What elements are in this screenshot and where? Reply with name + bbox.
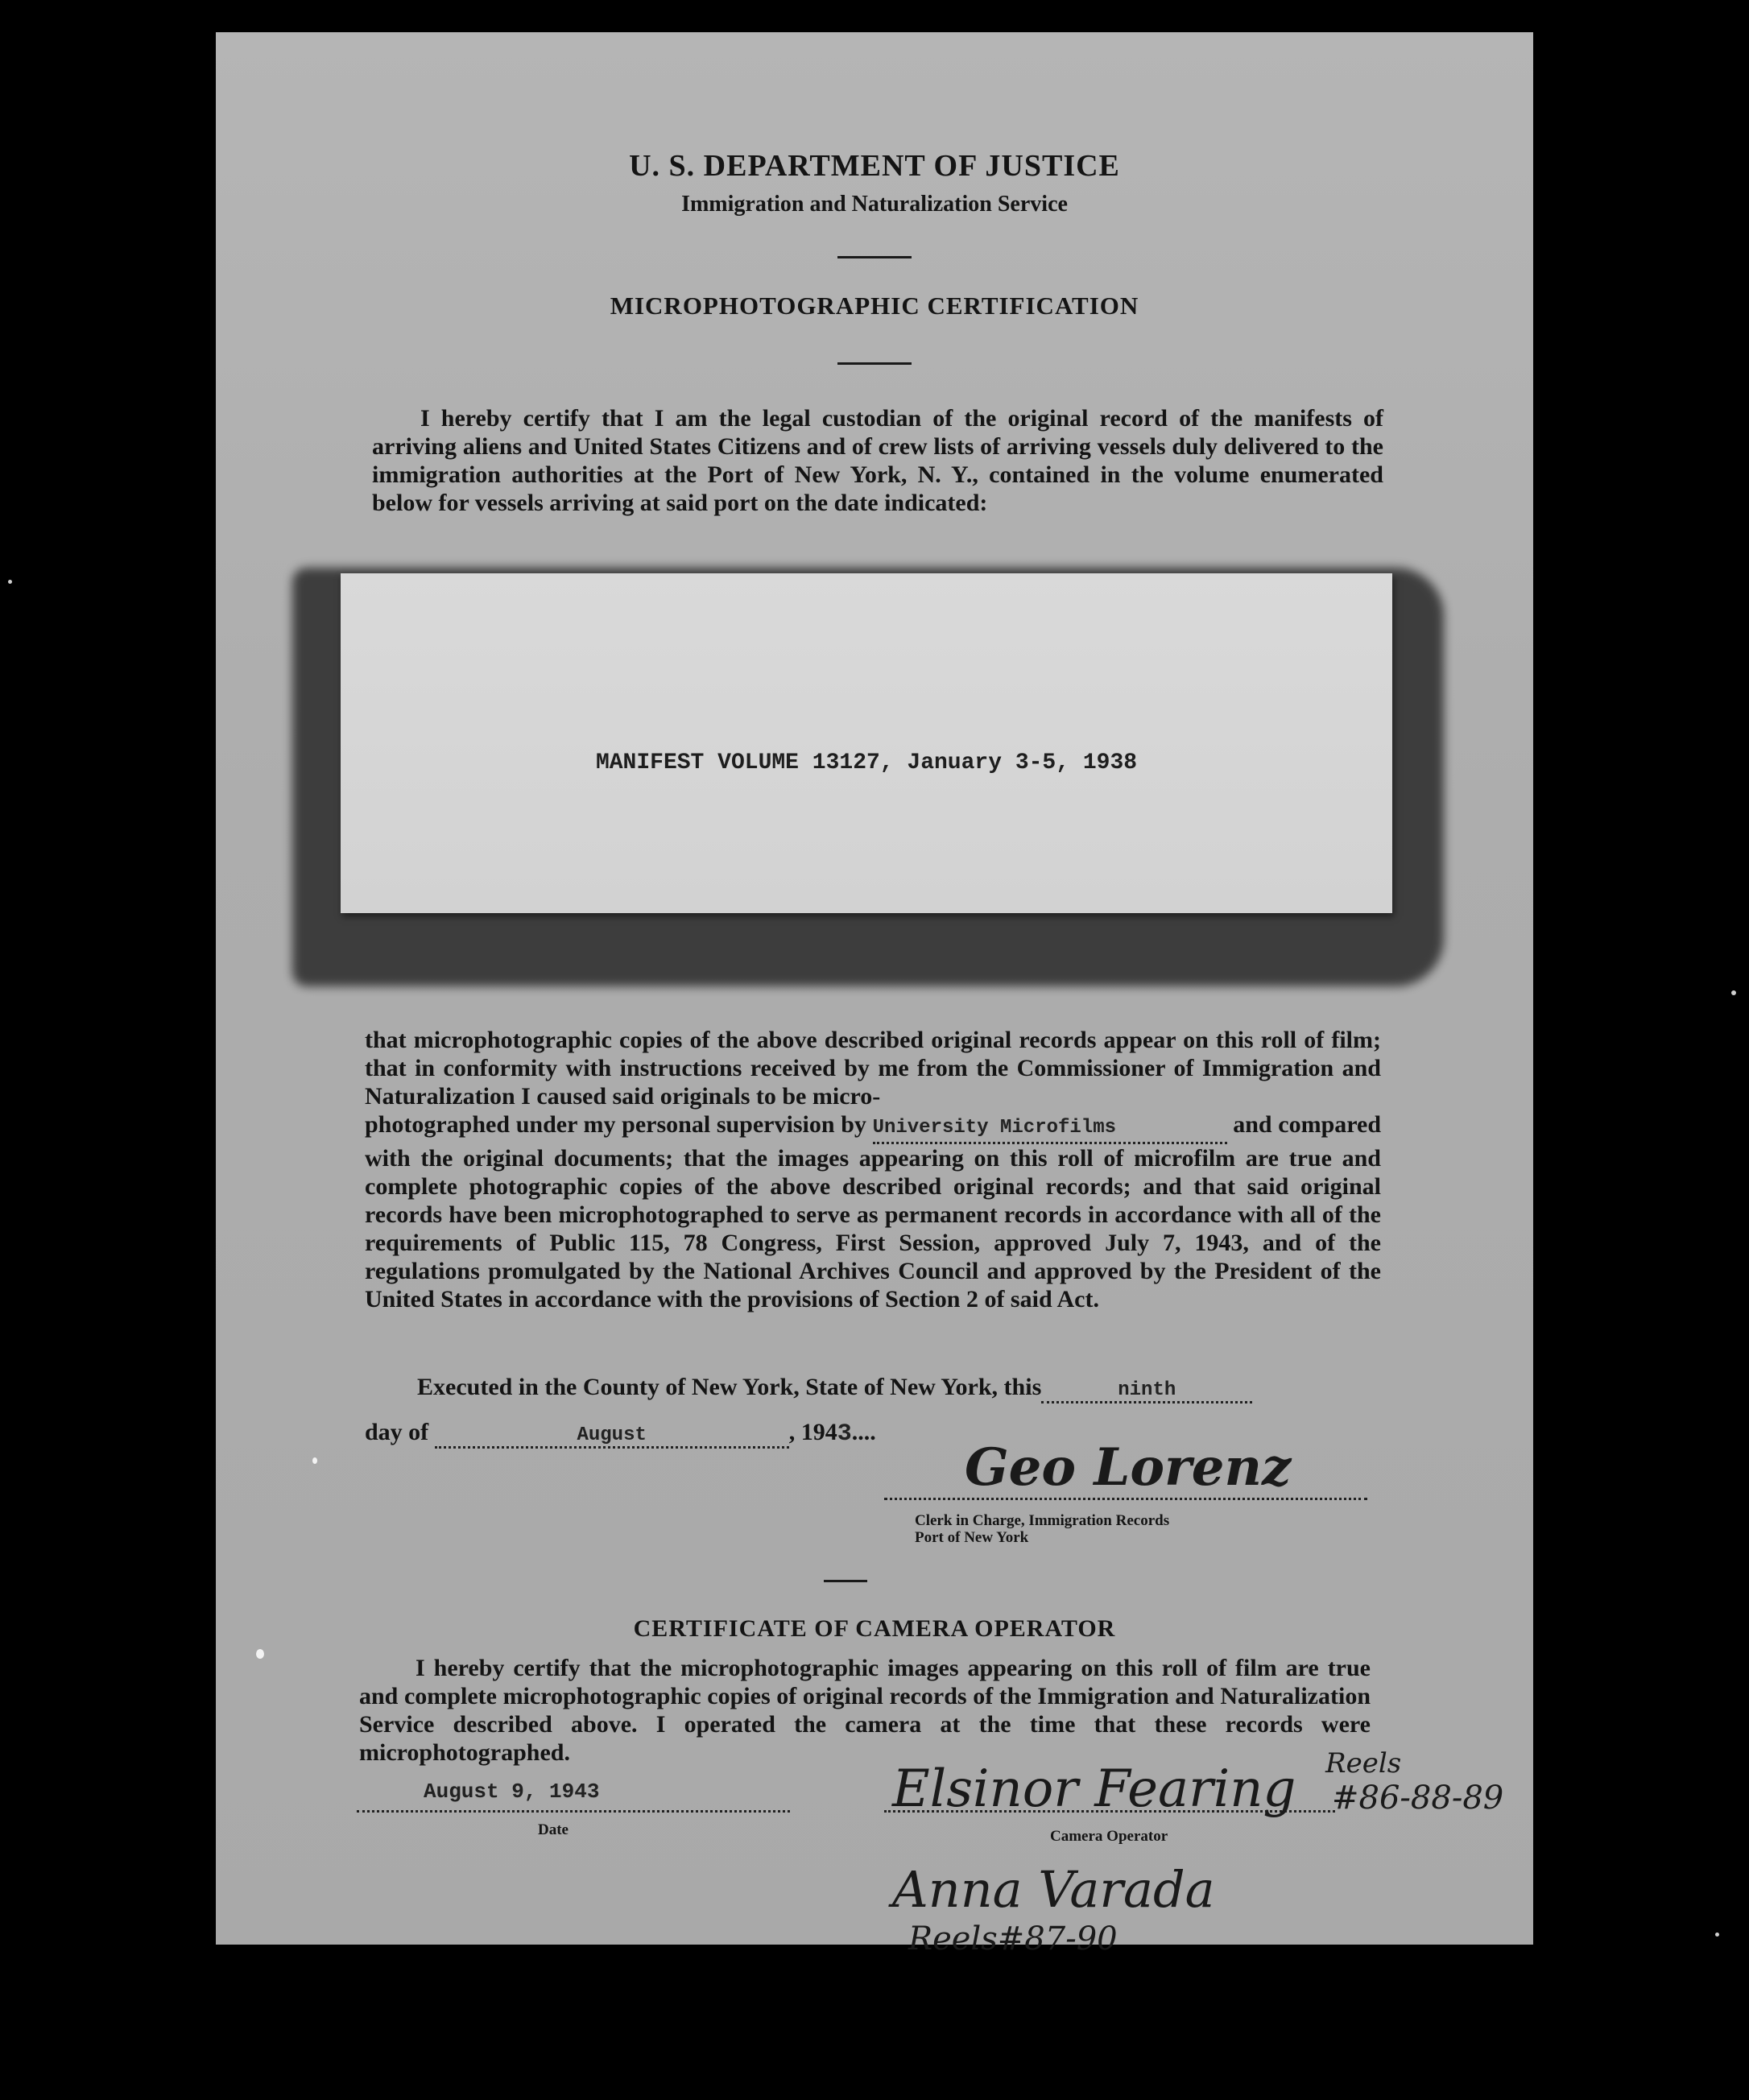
camera-operator-label: Camera Operator (1050, 1828, 1168, 1845)
camera-date-value: August 9, 1943 (424, 1780, 600, 1804)
execution-prefix: Executed in the County of New York, State of New York, this (417, 1374, 1042, 1400)
month-value: August (577, 1424, 647, 1446)
manifest-slip (341, 573, 1392, 913)
operator-signature: Elsinor Fearing (892, 1759, 1296, 1819)
department-heading: U. S. DEPARTMENT OF JUSTICE (629, 149, 1120, 183)
divider (837, 256, 912, 258)
reels-numbers: #86-88-89 (1332, 1780, 1504, 1817)
camera-certificate-title: CERTIFICATE OF CAMERA OPERATOR (633, 1615, 1116, 1642)
camera-certificate-text: I hereby certify that the microphotographic images appearing on this roll of film are true and complete microphotographic copies of original records of the Immigration and Naturalization Service described above. I operated the camera at the time that these records were microphotographed. (359, 1655, 1371, 1766)
supervisor-value: University Microfilms (872, 1117, 1117, 1139)
clerk-signature: Geo Lorenz (965, 1437, 1292, 1498)
execution-line (417, 1374, 1252, 1403)
service-subheading: Immigration and Naturalization Service (681, 192, 1068, 217)
body-part2: and compared with the original documents; that the images appearing on this roll of microfilm are true and complete photographic copies of the above described original records; and that said original records have been microphotographed to serve as permanent records in accordance with all of the requirements of Public 115, 78 Congress, First Session, approved July 7, 1943, and of the regulations promulgated by the National Archives Council and approved by the President of the United States in accordance with the provisions of Section 2 of said Act. (365, 1111, 1382, 1312)
reels-word: Reels (1325, 1747, 1402, 1780)
clerk-location: Port of New York (915, 1529, 1029, 1546)
day-value: ninth (1118, 1379, 1176, 1401)
supervision-prefix: photographed under my personal supervision by (365, 1111, 866, 1138)
body-paragraph (365, 1026, 1381, 1313)
month-field (435, 1419, 789, 1449)
year-prefix: 194 (800, 1419, 837, 1445)
film-speck (1731, 990, 1736, 995)
second-operator-reels: Reels#87-90 (908, 1920, 1118, 1957)
manifest-volume-text: MANIFEST VOLUME 13127, January 3-5, 1938 (595, 750, 1138, 775)
intro-paragraph: I hereby certify that I am the legal custodian of the original record of the manifests of arriving aliens and United States Citizens and of crew lists of arriving vessels duly delivered to the immigration authorities at the Port of New York, N. Y., contained in the volume enumerated below for vessels arriving at said port on the date indicated: (372, 405, 1383, 516)
date-line: day of August , 1943.... (365, 1419, 876, 1448)
body-part1: that microphotographic copies of the above described original records appear on this roll of film; that in conformity with instructions received by me from the Commissioner of Immigration and Naturalization I caused said originals to be micro- (365, 1027, 1381, 1110)
second-operator-signature: Anna Varada (892, 1860, 1215, 1919)
clerk-signature-line (884, 1498, 1367, 1500)
date-label: Date (538, 1821, 569, 1838)
clerk-title: Clerk in Charge, Immigration Records (915, 1512, 1170, 1529)
supervisor-field (873, 1110, 1227, 1144)
certificate-sheet (216, 32, 1533, 1957)
day-field (1041, 1374, 1252, 1403)
film-speck (8, 580, 12, 584)
date-signature-line (357, 1810, 790, 1813)
year-digit: 3 (837, 1420, 852, 1448)
film-speck (312, 1457, 317, 1464)
clerk-caption (915, 1512, 1169, 1546)
film-speck (256, 1649, 264, 1659)
film-speck (1715, 1933, 1719, 1937)
day-of-label: day of (365, 1419, 429, 1445)
certification-title: MICROPHOTOGRAPHIC CERTIFICATION (610, 291, 1139, 320)
divider (837, 362, 912, 365)
divider (824, 1580, 867, 1582)
